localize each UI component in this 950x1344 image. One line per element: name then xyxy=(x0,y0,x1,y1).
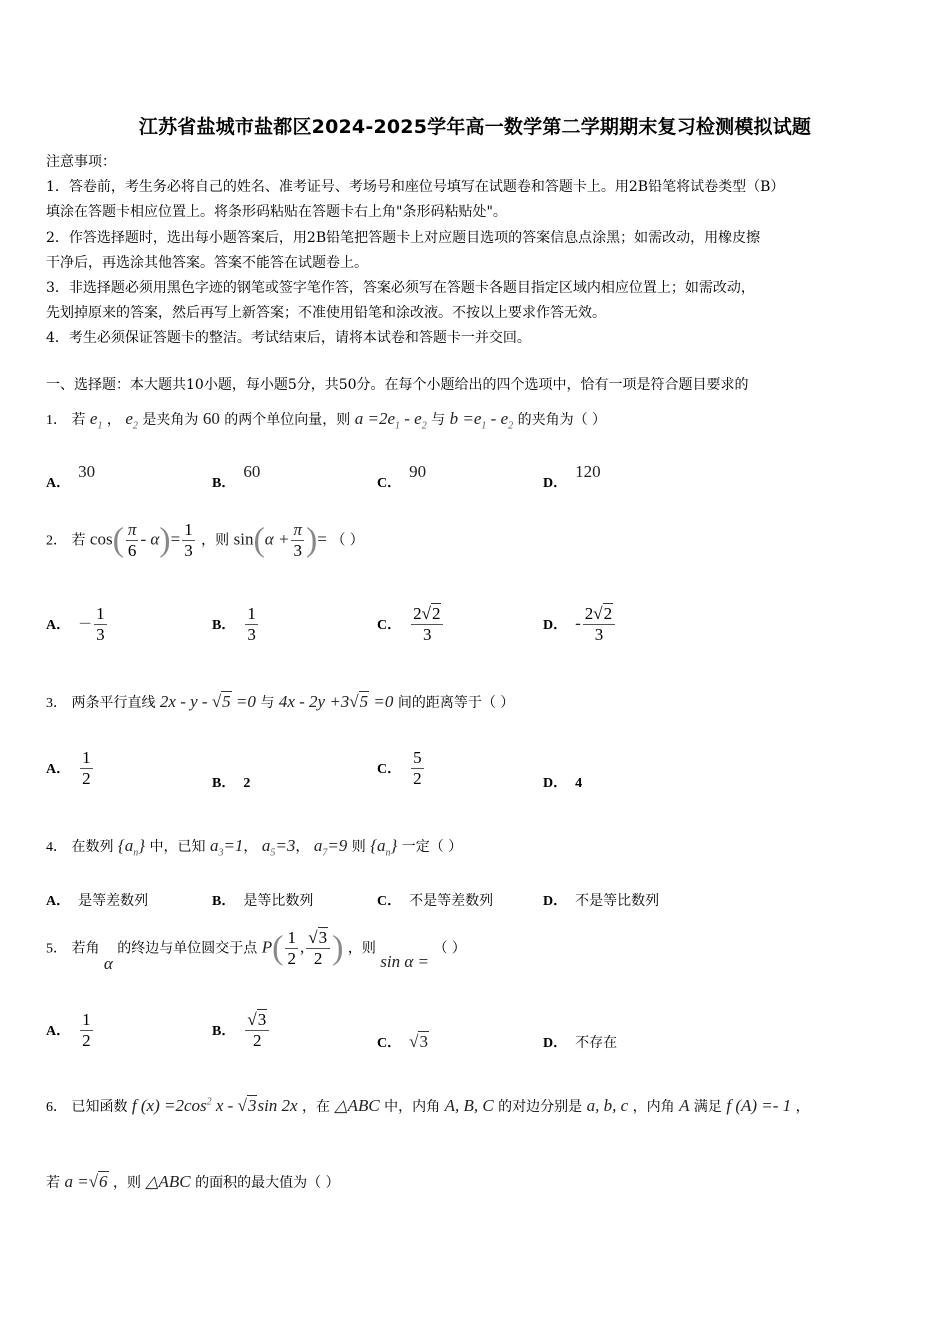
question-6-line-2 xyxy=(46,1172,340,1192)
option-c[interactable]: C． $\frac{2√2}{3}$ xyxy=(377,604,445,645)
question-text: 在数列 xyxy=(71,839,114,855)
side-a-value: a =√6 xyxy=(64,1172,108,1191)
term-a7: $a_7=9$ xyxy=(313,836,348,859)
math-sin-alpha: sin α = xyxy=(380,951,430,971)
vector-b-expr: $b =e_1 - e_2$ xyxy=(449,409,514,432)
term-a3: $a_3=1$ xyxy=(209,836,244,859)
question-text: 的面积的最大值为（ ） xyxy=(195,1175,340,1191)
notes-line: 先划掉原来的答案，然后再写上新答案；不准使用铅笔和涂改液。不按以上要求作答无效。 xyxy=(46,305,606,322)
option-value: 30 xyxy=(78,462,96,481)
question-text: 两条平行直线 xyxy=(71,695,156,711)
question-2-options xyxy=(46,604,906,664)
angle-a: A xyxy=(679,1096,690,1115)
question-number: 3． xyxy=(46,696,67,711)
question-text: 间的距离等于（ ） xyxy=(397,695,515,711)
question-text: ，内角 xyxy=(632,1099,675,1115)
notes-line: 1．答卷前，考生务必将自己的姓名、准考证号、考场号和座位号填写在试题卷和答题卡上。用2B铅笔将试卷类型（B） xyxy=(46,179,785,196)
question-text: 的两个单位向量，则 xyxy=(224,412,351,428)
question-text: 是夹角为 xyxy=(142,412,199,428)
question-text: ，在 xyxy=(302,1099,331,1115)
term-a5: $a_5=3$ xyxy=(261,836,296,859)
math-eq: = xyxy=(170,529,181,549)
vector-e1: $e_1$ xyxy=(89,409,103,432)
option-c[interactable]: C． √3 xyxy=(377,1032,428,1051)
question-text: ，则 xyxy=(201,532,230,549)
sides-abc: a, b, c xyxy=(586,1096,629,1115)
notes-line: 2．作答选择题时，选出每小题答案后，用2B铅笔把答题卡上对应题目选项的答案信息点涂黑；如需改动，用橡皮擦 xyxy=(46,229,761,246)
question-text: 则 xyxy=(351,839,366,855)
notes-line: 干净后，再选涂其他答案。答案不能答在试题卷上。 xyxy=(46,254,368,271)
question-text: 中，已知 xyxy=(149,839,206,855)
sequence-an: $\{a_n\}$ xyxy=(117,836,146,859)
fraction: $\frac{1}{3}$ xyxy=(184,520,193,560)
question-number: 2． xyxy=(46,533,67,549)
question-number: 5． xyxy=(46,941,67,957)
option-d[interactable]: D． 4 xyxy=(543,776,583,791)
notes-heading: 注意事项： xyxy=(46,154,116,170)
option-b[interactable]: B． 是等比数列 xyxy=(212,893,314,909)
triangle-abc: △ABC xyxy=(334,1096,380,1115)
option-a[interactable]: A． $\frac{1}{2}$ xyxy=(46,748,91,788)
question-2: 2． 若 cos( $\frac{\pi}{6}$ - α)= $\frac{1}{3}$ ，则 sin(α + $\frac{\pi}{3}$ )= （ ） xyxy=(46,520,364,560)
line-2-equation: 4x - 2y +3√5 =0 xyxy=(278,692,394,711)
vector-e2: $e_2$ xyxy=(125,409,138,432)
option-a[interactable]: A． $\frac{1}{2}$ xyxy=(46,1010,91,1050)
fraction: $\frac{√3}{2}$ xyxy=(306,928,330,969)
option-b[interactable]: B． 2 xyxy=(212,776,251,791)
question-text: 若 xyxy=(46,1175,60,1191)
question-number: 4． xyxy=(46,840,67,855)
option-d[interactable]: D． 不存在 xyxy=(543,1035,618,1051)
fraction: $\frac{1}{2}$ xyxy=(287,928,296,968)
fraction: $\frac{\pi}{3}$ xyxy=(293,520,302,560)
question-1-options xyxy=(46,462,906,522)
triangle-abc: △ABC xyxy=(145,1172,191,1191)
section-heading: 一、选择题：本大题共10小题，每小题5分，共50分。在每个小题给出的四个选项中，恰有一项是符合题目要求的 xyxy=(46,377,749,393)
fraction: $\frac{\pi}{6}$ xyxy=(127,520,137,560)
math-alpha: α xyxy=(103,953,113,973)
question-5-options xyxy=(46,1010,906,1070)
question-3-options xyxy=(46,748,906,808)
option-value: 60 xyxy=(243,462,261,481)
angle-value: 60 xyxy=(202,409,220,428)
option-b[interactable]: B．60 xyxy=(212,462,261,491)
question-text: 若角 xyxy=(71,940,100,957)
option-b[interactable]: B． $\frac{1}{3}$ xyxy=(212,604,256,644)
question-number: 1． xyxy=(46,413,67,428)
question-text: 满足 xyxy=(693,1099,722,1115)
notes-line: 4．考生必须保证答题卡的整洁。考试结束后，请将本试卷和答题卡一并交回。 xyxy=(46,330,531,347)
option-value: 90 xyxy=(409,462,427,481)
option-a[interactable]: A． 是等差数列 xyxy=(46,893,149,909)
math-eq: = xyxy=(317,529,327,549)
question-3 xyxy=(46,692,514,712)
option-a[interactable]: A．30 xyxy=(46,462,96,491)
option-value: 120 xyxy=(575,462,601,481)
option-d[interactable]: D．120 xyxy=(543,462,601,491)
math-term: α + xyxy=(264,529,290,549)
option-c[interactable]: C． $\frac{5}{2}$ xyxy=(377,748,422,788)
question-text: 中，内角 xyxy=(384,1099,441,1115)
question-text: 的终边与单位圆交于点 xyxy=(117,940,258,957)
question-text: 若 xyxy=(71,412,86,428)
notes-line: 填涂在答题卡相应位置上。将条形码粘贴在答题卡右上角"条形码粘贴处"。 xyxy=(46,204,507,221)
question-text: ，则 xyxy=(112,1175,141,1191)
question-6 xyxy=(46,1096,810,1116)
question-5: 5． 若角 α 的终边与单位圆交于点 P( $\frac{1}{2}$ , $\frac{√3}{2}$ ) ，则 sin α = （ ） xyxy=(46,928,466,973)
angles-abc: A, B, C xyxy=(444,1096,494,1115)
question-text: 与 xyxy=(260,695,275,711)
question-4: 4． 在数列 $\{a_n\}$ 中，已知 $a_3=1$， $a_5=3$， $a_7=9$ 则 $\{a_n\}$ 一定（ ） xyxy=(46,836,463,859)
question-text: （ ） xyxy=(331,532,364,549)
option-d[interactable]: D． - $\frac{2√2}{3}$ xyxy=(543,604,617,645)
question-text: ，则 xyxy=(347,940,376,957)
math-sin: sin xyxy=(233,529,254,549)
math-cos: cos xyxy=(89,529,113,549)
option-a[interactable]: A． － $\frac{1}{3}$ xyxy=(46,604,105,644)
line-1-equation: 2x - y - √5 =0 xyxy=(159,692,256,711)
option-b[interactable]: B． $\frac{√3}{2}$ xyxy=(212,1010,271,1051)
question-text: 与 xyxy=(431,412,446,428)
question-text: 的对边分别是 xyxy=(498,1099,583,1115)
question-text: 一定（ ） xyxy=(401,839,463,855)
math-term: - α xyxy=(140,529,160,549)
question-text: ， xyxy=(795,1099,810,1115)
option-c[interactable]: C．90 xyxy=(377,462,427,491)
question-text: ， xyxy=(106,412,121,428)
option-c[interactable]: C． 不是等差数列 xyxy=(377,893,494,909)
notes-block xyxy=(46,150,906,352)
vector-a-expr: $a =2e_1 - e_2$ xyxy=(354,409,427,432)
page-title: 江苏省盐城市盐都区2024-2025学年高一数学第二学期期末复习检测模拟试题 xyxy=(138,116,812,138)
question-number: 6． xyxy=(46,1100,67,1115)
point-p: P xyxy=(261,937,273,957)
sequence-an: $\{a_n\}$ xyxy=(370,836,398,859)
question-text: 已知函数 xyxy=(71,1099,128,1115)
question-text: （ ） xyxy=(433,940,466,957)
option-d[interactable]: D． 不是等比数列 xyxy=(543,893,660,909)
question-text: 的夹角为（ ） xyxy=(517,412,607,428)
function-expr: f $(x) =2\cos^2$ x - √3sin 2x xyxy=(131,1096,298,1115)
fa-condition: f (A) =- 1 xyxy=(726,1096,792,1115)
question-1 xyxy=(46,409,606,431)
question-text: 若 xyxy=(71,532,86,549)
notes-line: 3．非选择题必须用黑色字迹的钢笔或签字笔作答，答案必须写在答题卡各题目指定区域内相应位置上；如需改动， xyxy=(46,280,755,297)
